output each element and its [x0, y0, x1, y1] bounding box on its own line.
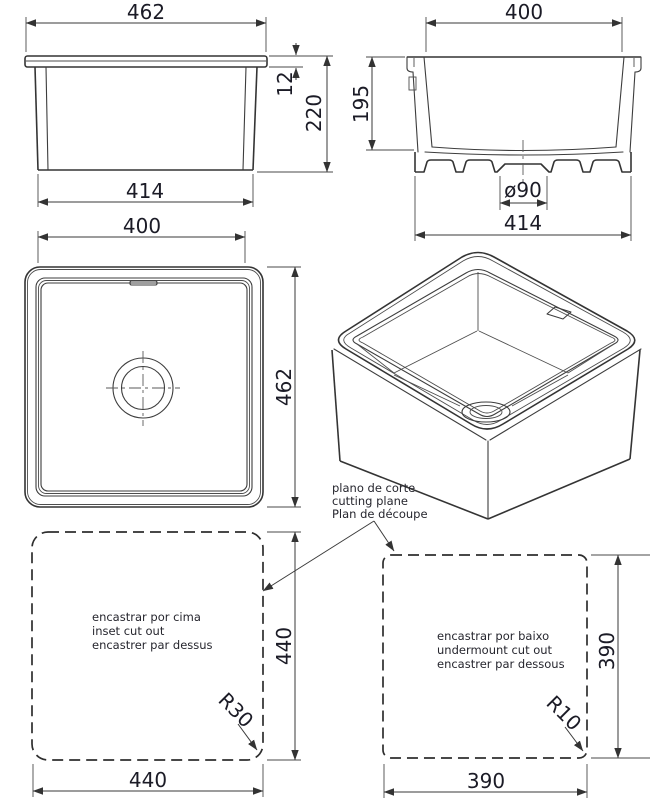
undermount-cutout-view — [383, 555, 650, 798]
front-view — [25, 0, 333, 207]
dim-plan-outer-length: 462 — [272, 367, 296, 407]
isometric-view — [332, 253, 641, 520]
undermount-cutout-line1: encastrar por baixo — [437, 629, 550, 643]
dim-section-inner-width: 400 — [504, 0, 544, 24]
inset-cutout-view — [32, 532, 301, 797]
inset-cutout-line2: inset cut out — [92, 624, 165, 638]
dim-front-rim-height: 12 — [273, 71, 297, 97]
dim-plan-inner-width: 400 — [122, 214, 162, 238]
dim-section-drain-diameter: ø90 — [504, 178, 542, 202]
dim-undermount-width: 390 — [466, 769, 506, 793]
inset-cutout-line3: encastrer par dessus — [92, 638, 213, 652]
cutting-plane-line3: Plan de découpe — [332, 507, 428, 521]
dim-front-top-width: 462 — [126, 0, 166, 24]
plan-view — [25, 214, 301, 507]
dim-section-inner-depth: 195 — [349, 84, 373, 124]
undermount-cutout-line2: undermount cut out — [437, 643, 553, 657]
dim-undermount-height: 390 — [595, 631, 619, 671]
cutting-plane-label — [263, 481, 428, 591]
section-view — [349, 0, 641, 241]
dim-inset-width: 440 — [128, 768, 168, 792]
dim-front-total-height: 220 — [302, 93, 326, 133]
inset-cutout-line1: encastrar por cima — [92, 610, 201, 624]
dim-inset-radius: R30 — [213, 687, 259, 733]
cutting-plane-line2: cutting plane — [332, 494, 408, 508]
dim-undermount-radius: R10 — [541, 690, 587, 736]
dim-inset-height: 440 — [272, 626, 296, 666]
cutting-plane-line1: plano de corte — [332, 481, 416, 495]
dim-front-bottom-width: 414 — [125, 179, 165, 203]
undermount-cutout-line3: encastrer par dessous — [437, 657, 565, 671]
dim-section-base-width: 414 — [503, 211, 543, 235]
